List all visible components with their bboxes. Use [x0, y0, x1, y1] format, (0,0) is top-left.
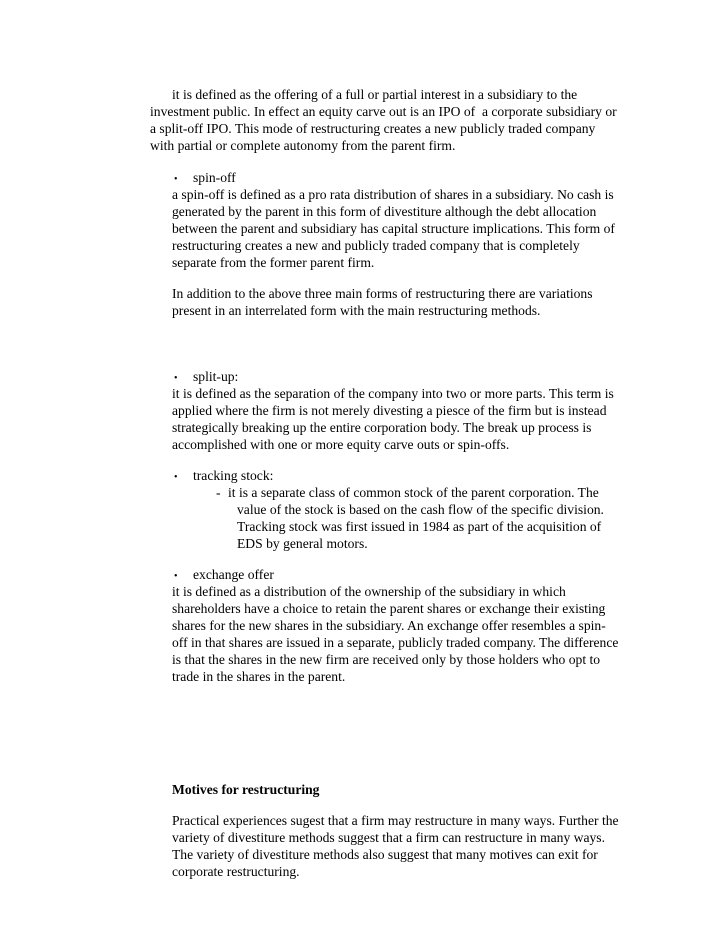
- split-up-line-3: strategically breaking up the entire corporation body. The break up process is: [172, 420, 592, 435]
- split-up-line-2: applied where the firm is not merely divesting a piesce of the firm but is instead: [172, 403, 607, 418]
- motives-line-4: corporate restructuring.: [172, 864, 300, 879]
- tracking-stock-line-3: Tracking stock was first issued in 1984 as part of the acquisition of: [237, 519, 602, 534]
- spin-off-heading: spin-off: [193, 170, 236, 185]
- exchange-offer-line-6: trade in the shares in the parent.: [172, 669, 346, 684]
- spin-off-line-1: a spin-off is defined as a pro rata distribution of shares in a subsidiary. No cash is: [172, 187, 614, 202]
- exchange-offer-line-5: is that the shares in the new firm are received only by those holders who opt to: [172, 652, 601, 667]
- tracking-stock-line-4: EDS by general motors.: [237, 536, 368, 551]
- bullet-icon: •: [174, 472, 178, 483]
- bullet-icon: •: [174, 373, 178, 384]
- split-up-line-4: accomplished with one or more equity carve outs or spin-offs.: [172, 437, 510, 452]
- carve-out-line-4: with partial or complete autonomy from the parent firm.: [150, 138, 456, 153]
- spin-off-line-3: between the parent and subsidiary has capital structure implications. This form of: [172, 221, 615, 236]
- split-up-heading: split-up:: [193, 369, 239, 384]
- carve-out-line-1: it is defined as the offering of a full or partial interest in a subsidiary to the: [172, 87, 578, 102]
- exchange-offer-line-3: shares for the new shares in the subsidiary. An exchange offer resembles a spin-: [172, 618, 606, 633]
- exchange-offer-line-1: it is defined as a distribution of the ownership of the subsidiary in which: [172, 584, 566, 599]
- exchange-offer-line-2: shareholders have a choice to retain the parent shares or exchange their existing: [172, 601, 606, 616]
- motives-line-2: variety of divestiture methods suggest that a firm can restructure in many ways.: [172, 830, 605, 845]
- carve-out-line-3: a split-off IPO. This mode of restructuring creates a new publicly traded company: [150, 121, 596, 136]
- spin-off-line-4: restructuring creates a new and publicly traded company that is completely: [172, 238, 580, 253]
- spin-off-line-2: generated by the parent in this form of divestiture although the debt allocation: [172, 204, 597, 219]
- exchange-offer-line-4: off in that shares are issued in a separate, publicly traded company. The difference: [172, 635, 619, 650]
- tracking-stock-line-2: value of the stock is based on the cash flow of the specific division.: [237, 502, 604, 517]
- spin-off-line-5: separate from the former parent firm.: [172, 255, 375, 270]
- dash-marker: -: [216, 485, 221, 500]
- variations-line-2: present in an interrelated form with the main restructuring methods.: [172, 303, 541, 318]
- variations-line-1: In addition to the above three main forms of restructuring there are variations: [172, 286, 593, 301]
- bullet-icon: •: [174, 571, 178, 582]
- motives-heading: Motives for restructuring: [172, 782, 320, 797]
- carve-out-line-2: investment public. In effect an equity carve out is an IPO of a corporate subsidiary or: [150, 104, 617, 119]
- tracking-stock-heading: tracking stock:: [193, 468, 274, 483]
- exchange-offer-heading: exchange offer: [193, 567, 274, 582]
- motives-line-3: The variety of divestiture methods also suggest that many motives can exit for: [172, 847, 598, 862]
- motives-line-1: Practical experiences sugest that a firm may restructure in many ways. Further the: [172, 813, 619, 828]
- tracking-stock-line-1: it is a separate class of common stock of the parent corporation. The: [228, 485, 599, 500]
- split-up-line-1: it is defined as the separation of the company into two or more parts. This term is: [172, 386, 614, 401]
- bullet-icon: •: [174, 174, 178, 185]
